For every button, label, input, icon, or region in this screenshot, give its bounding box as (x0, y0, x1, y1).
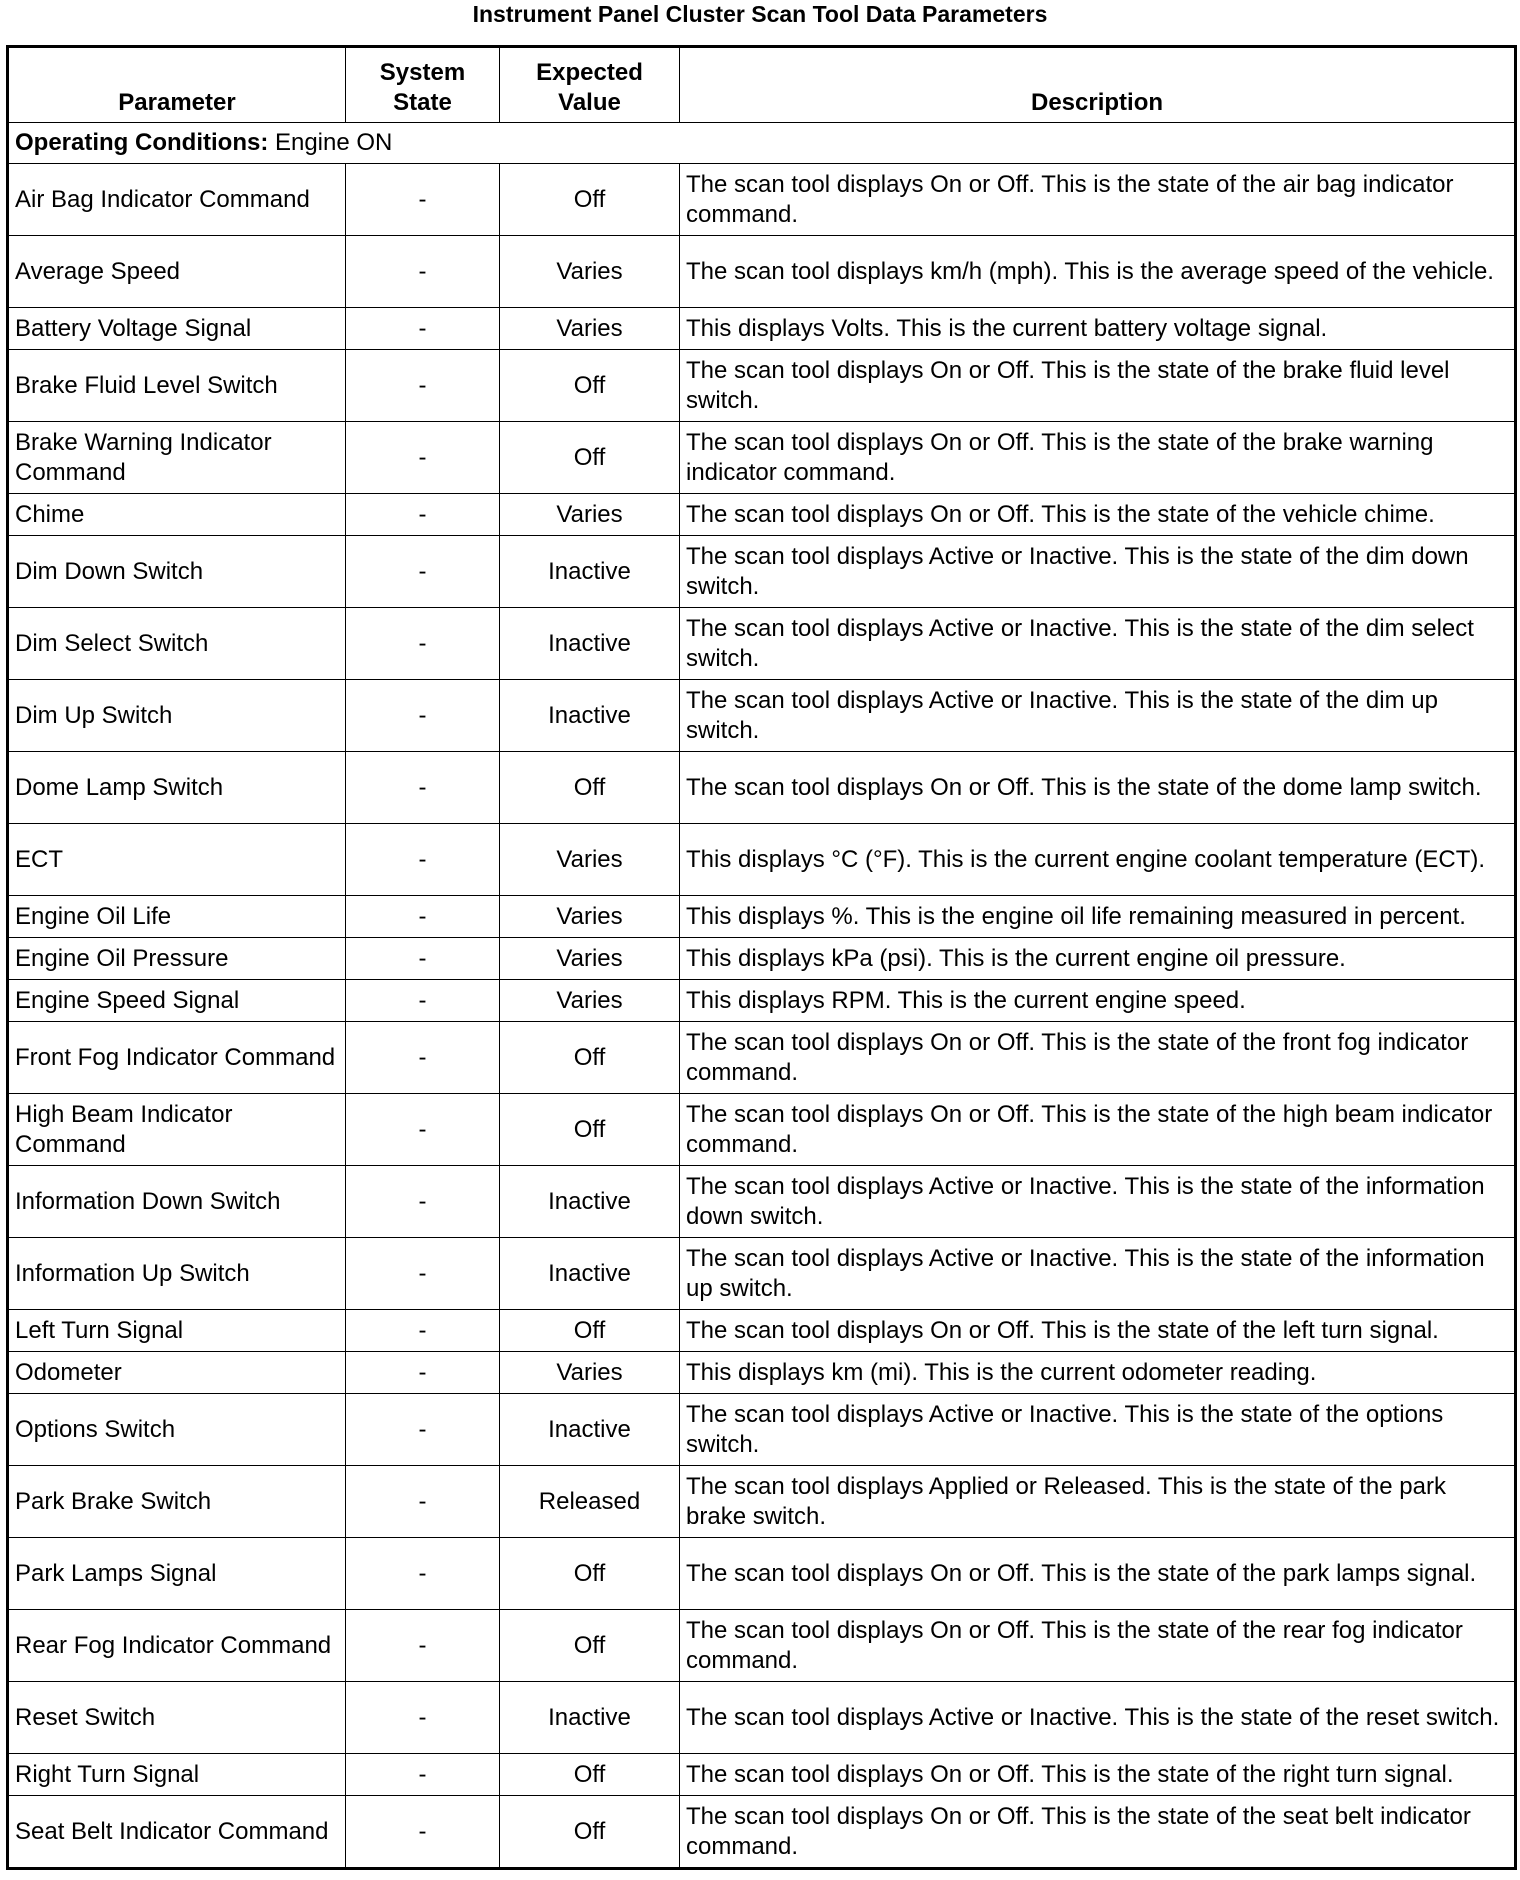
cell-parameter: Information Up Switch (8, 1238, 346, 1310)
cell-parameter: Right Turn Signal (8, 1754, 346, 1796)
cell-description: The scan tool displays On or Off. This is the state of the right turn signal. (680, 1754, 1516, 1796)
operating-conditions-value: Engine ON (268, 129, 393, 156)
cell-expected-value: Varies (500, 1352, 680, 1394)
cell-system-state: - (346, 1538, 500, 1610)
table-row (8, 350, 1516, 422)
header-row (8, 47, 1516, 123)
header-description: Description (680, 47, 1516, 123)
cell-expected-value: Inactive (500, 1394, 680, 1466)
cell-description: The scan tool displays Active or Inactive. This is the state of the dim select switch. (680, 608, 1516, 680)
cell-system-state: - (346, 938, 500, 980)
cell-description: The scan tool displays Active or Inactive. This is the state of the information up switch. (680, 1238, 1516, 1310)
cell-expected-value: Off (500, 164, 680, 236)
operating-conditions-row (8, 123, 1516, 164)
cell-description: The scan tool displays On or Off. This is the state of the left turn signal. (680, 1310, 1516, 1352)
cell-system-state: - (346, 1238, 500, 1310)
cell-system-state: - (346, 896, 500, 938)
cell-system-state: - (346, 1394, 500, 1466)
table-row (8, 308, 1516, 350)
cell-system-state: - (346, 1310, 500, 1352)
cell-description: The scan tool displays Active or Inactive. This is the state of the dim down switch. (680, 536, 1516, 608)
table-row (8, 536, 1516, 608)
cell-parameter: Brake Fluid Level Switch (8, 350, 346, 422)
cell-parameter: Engine Speed Signal (8, 980, 346, 1022)
cell-parameter: Left Turn Signal (8, 1310, 346, 1352)
cell-system-state: - (346, 1682, 500, 1754)
cell-expected-value: Off (500, 1796, 680, 1869)
table-row (8, 1682, 1516, 1754)
cell-expected-value: Off (500, 1754, 680, 1796)
cell-expected-value: Varies (500, 938, 680, 980)
table-row (8, 752, 1516, 824)
cell-expected-value: Inactive (500, 1682, 680, 1754)
cell-parameter: Seat Belt Indicator Command (8, 1796, 346, 1869)
cell-parameter: Reset Switch (8, 1682, 346, 1754)
cell-expected-value: Varies (500, 494, 680, 536)
cell-description: The scan tool displays On or Off. This is the state of the rear fog indicator command. (680, 1610, 1516, 1682)
cell-parameter: Options Switch (8, 1394, 346, 1466)
table-row (8, 1796, 1516, 1869)
header-parameter: Parameter (8, 47, 346, 123)
table-row (8, 1610, 1516, 1682)
cell-expected-value: Off (500, 1310, 680, 1352)
cell-expected-value: Varies (500, 308, 680, 350)
cell-system-state: - (346, 680, 500, 752)
cell-description: The scan tool displays km/h (mph). This is the average speed of the vehicle. (680, 236, 1516, 308)
cell-description: The scan tool displays On or Off. This is the state of the front fog indicator command. (680, 1022, 1516, 1094)
cell-system-state: - (346, 164, 500, 236)
table-row (8, 1094, 1516, 1166)
cell-system-state: - (346, 350, 500, 422)
cell-system-state: - (346, 494, 500, 536)
table-row (8, 422, 1516, 494)
table-row (8, 680, 1516, 752)
cell-system-state: - (346, 1754, 500, 1796)
cell-system-state: - (346, 236, 500, 308)
cell-system-state: - (346, 1796, 500, 1869)
cell-description: The scan tool displays On or Off. This is the state of the vehicle chime. (680, 494, 1516, 536)
cell-expected-value: Varies (500, 896, 680, 938)
operating-conditions-label: Operating Conditions: (15, 129, 269, 156)
cell-system-state: - (346, 1352, 500, 1394)
cell-expected-value: Off (500, 1538, 680, 1610)
cell-parameter: Front Fog Indicator Command (8, 1022, 346, 1094)
cell-system-state: - (346, 824, 500, 896)
cell-parameter: Park Lamps Signal (8, 1538, 346, 1610)
cell-expected-value: Off (500, 752, 680, 824)
cell-system-state: - (346, 536, 500, 608)
table-row (8, 1394, 1516, 1466)
table-row (8, 1754, 1516, 1796)
cell-expected-value: Off (500, 1022, 680, 1094)
cell-parameter: Park Brake Switch (8, 1466, 346, 1538)
cell-system-state: - (346, 1094, 500, 1166)
cell-description: This displays %. This is the engine oil life remaining measured in percent. (680, 896, 1516, 938)
cell-parameter: Dim Down Switch (8, 536, 346, 608)
cell-description: The scan tool displays On or Off. This is the state of the high beam indicator command. (680, 1094, 1516, 1166)
table-row (8, 938, 1516, 980)
cell-parameter: Engine Oil Life (8, 896, 346, 938)
cell-parameter: Information Down Switch (8, 1166, 346, 1238)
cell-expected-value: Inactive (500, 536, 680, 608)
header-expected-value: Expected Value (500, 47, 680, 123)
table-row (8, 608, 1516, 680)
cell-expected-value: Inactive (500, 608, 680, 680)
cell-description: This displays Volts. This is the current battery voltage signal. (680, 308, 1516, 350)
cell-description: This displays °C (°F). This is the current engine coolant temperature (ECT). (680, 824, 1516, 896)
cell-parameter: Battery Voltage Signal (8, 308, 346, 350)
cell-system-state: - (346, 752, 500, 824)
cell-expected-value: Varies (500, 980, 680, 1022)
cell-system-state: - (346, 1166, 500, 1238)
cell-description: The scan tool displays On or Off. This is the state of the air bag indicator command. (680, 164, 1516, 236)
table-row (8, 1238, 1516, 1310)
cell-parameter: ECT (8, 824, 346, 896)
cell-parameter: Rear Fog Indicator Command (8, 1610, 346, 1682)
cell-expected-value: Varies (500, 236, 680, 308)
cell-description: The scan tool displays Active or Inactive. This is the state of the dim up switch. (680, 680, 1516, 752)
cell-parameter: Chime (8, 494, 346, 536)
cell-system-state: - (346, 1610, 500, 1682)
cell-expected-value: Inactive (500, 680, 680, 752)
cell-description: The scan tool displays On or Off. This is the state of the brake fluid level switch. (680, 350, 1516, 422)
cell-description: The scan tool displays Active or Inactive. This is the state of the options switch. (680, 1394, 1516, 1466)
cell-parameter: Average Speed (8, 236, 346, 308)
table-row (8, 164, 1516, 236)
cell-parameter: Dim Select Switch (8, 608, 346, 680)
cell-description: The scan tool displays Active or Inactive. This is the state of the reset switch. (680, 1682, 1516, 1754)
table-row (8, 1352, 1516, 1394)
header-system-state: System State (346, 47, 500, 123)
cell-description: The scan tool displays On or Off. This is the state of the park lamps signal. (680, 1538, 1516, 1610)
cell-description: The scan tool displays On or Off. This is the state of the seat belt indicator command. (680, 1796, 1516, 1869)
cell-parameter: Air Bag Indicator Command (8, 164, 346, 236)
cell-parameter: Odometer (8, 1352, 346, 1394)
cell-description: The scan tool displays On or Off. This is the state of the brake warning indicator command. (680, 422, 1516, 494)
table-row (8, 1310, 1516, 1352)
cell-expected-value: Off (500, 1094, 680, 1166)
table-row (8, 1022, 1516, 1094)
cell-description: The scan tool displays Active or Inactive. This is the state of the information down switch. (680, 1166, 1516, 1238)
cell-parameter: Brake Warning Indicator Command (8, 422, 346, 494)
cell-system-state: - (346, 608, 500, 680)
cell-system-state: - (346, 308, 500, 350)
cell-expected-value: Off (500, 1610, 680, 1682)
cell-parameter: Dim Up Switch (8, 680, 346, 752)
cell-system-state: - (346, 1022, 500, 1094)
table-row (8, 236, 1516, 308)
cell-expected-value: Inactive (500, 1238, 680, 1310)
cell-description: The scan tool displays On or Off. This is the state of the dome lamp switch. (680, 752, 1516, 824)
cell-system-state: - (346, 1466, 500, 1538)
table-row (8, 1466, 1516, 1538)
cell-description: The scan tool displays Applied or Released. This is the state of the park brake switch. (680, 1466, 1516, 1538)
cell-system-state: - (346, 980, 500, 1022)
table-row (8, 896, 1516, 938)
cell-parameter: Dome Lamp Switch (8, 752, 346, 824)
operating-conditions-cell (8, 123, 1516, 164)
table-row (8, 824, 1516, 896)
cell-expected-value: Inactive (500, 1166, 680, 1238)
table-row (8, 1166, 1516, 1238)
cell-system-state: - (346, 422, 500, 494)
cell-parameter: High Beam Indicator Command (8, 1094, 346, 1166)
cell-expected-value: Released (500, 1466, 680, 1538)
cell-description: This displays RPM. This is the current engine speed. (680, 980, 1516, 1022)
table-row (8, 980, 1516, 1022)
page-title: Instrument Panel Cluster Scan Tool Data Parameters (472, 1, 1048, 27)
table-row (8, 494, 1516, 536)
parameters-table (6, 45, 1517, 1870)
cell-expected-value: Off (500, 422, 680, 494)
cell-expected-value: Varies (500, 824, 680, 896)
table-row (8, 1538, 1516, 1610)
cell-description: This displays km (mi). This is the current odometer reading. (680, 1352, 1516, 1394)
cell-parameter: Engine Oil Pressure (8, 938, 346, 980)
cell-description: This displays kPa (psi). This is the current engine oil pressure. (680, 938, 1516, 980)
cell-expected-value: Off (500, 350, 680, 422)
